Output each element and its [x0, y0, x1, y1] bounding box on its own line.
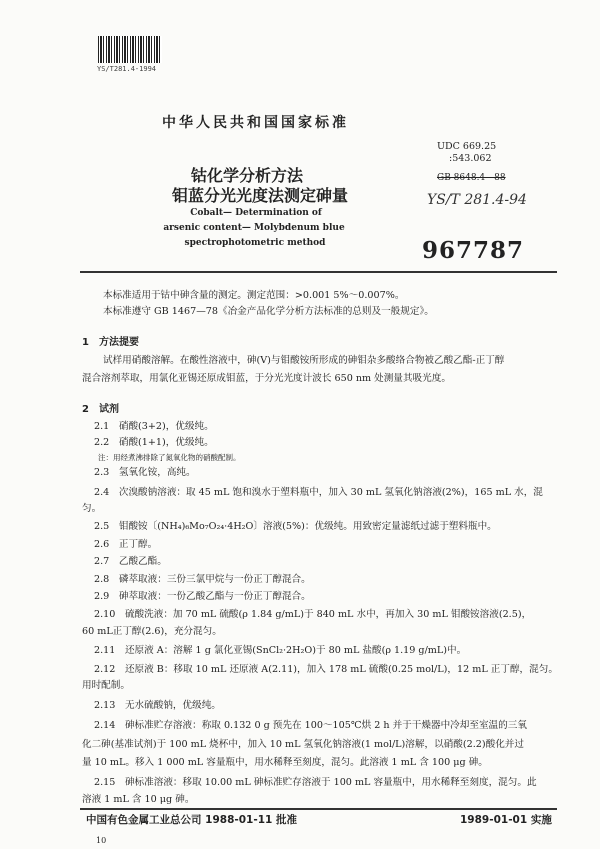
body-line: 2.14 砷标准贮存溶液：称取 0.132 0 g 预先在 100～105℃烘 2 h 并于干燥器中冷却至室温的三氧 — [94, 720, 527, 731]
body-line: 混合溶剂萃取，用氯化亚锡还原成钼蓝，于分光光度计波长 650 nm 处测量其吸光度。 — [82, 373, 451, 384]
effective-date: 1989-01-01 实施 — [460, 814, 552, 826]
body-line: 试样用硝酸溶解。在酸性溶液中，砷(Ⅴ)与钼酸铵所形成的砷钼杂多酸络合物被乙酸乙酯-正丁醇 — [103, 355, 505, 366]
body-line: 溶液 1 mL 含 10 μg 砷。 — [82, 794, 195, 805]
section-heading: 2 试剂 — [82, 404, 119, 415]
body-line: 2.1 硝酸(3+2)，优级纯。 — [94, 421, 214, 432]
body-line: 2.15 砷标准溶液：移取 10.00 mL 砷标准贮存溶液于 100 mL 容量瓶中，用水稀释至刻度，混匀。此 — [94, 777, 537, 788]
udc-code — [437, 141, 496, 165]
body-line: 2.5 钼酸铵〔(NH₄)₆Mo₇O₂₄·4H₂O〕溶液(5%)：优级纯。用致密定量滤纸过滤于塑料瓶中。 — [94, 521, 497, 532]
body-line: 2.4 次溴酸钠溶液：取 45 mL 饱和溴水于塑料瓶中，加入 30 mL 氢氧化钠溶液(2%)，165 mL 水，混 — [94, 487, 543, 498]
body-line: 2.7 乙酸乙酯。 — [94, 556, 167, 567]
body-line: 2.8 磷萃取液：三份三氯甲烷与一份正丁醇混合。 — [94, 574, 311, 585]
body-line: 60 mL正丁醇(2.6)，充分混匀。 — [82, 626, 222, 637]
body-line: 2.11 还原液 A：溶解 1 g 氯化亚锡(SnCl₂·2H₂O)于 80 mL 盐酸(ρ 1.19 g/mL)中。 — [94, 645, 467, 656]
serial-number: 967787 — [422, 237, 525, 264]
body-line: 2.13 无水硫酸钠，优级纯。 — [94, 700, 221, 711]
body-line: 2.10 硫酸洗液：加 70 mL 硫酸(ρ 1.84 g/mL)于 840 mL 水中，再加入 30 mL 钼酸铵溶液(2.5)， — [94, 609, 532, 620]
old-standard-code: GB 8648.4—88 — [437, 173, 506, 183]
footer-divider — [80, 808, 557, 810]
page-number: 10 — [96, 836, 107, 845]
title-cn-1: 钴化学分析方法 — [191, 166, 304, 185]
header-divider — [80, 271, 557, 273]
note-line: 注：用经煮沸排除了氮氧化物的硝酸配制。 — [98, 453, 241, 462]
title-en-1: Cobalt— Determination of — [190, 208, 322, 218]
approval-date: 中国有色金属工业总公司 1988-01-11 批准 — [86, 814, 297, 826]
title-en-2: arsenic content— Molybdenum blue — [163, 223, 345, 233]
body-line: 2.12 还原液 B：移取 10 mL 还原液 A(2.11)，加入 178 mL 硫酸(0.25 mol/L)，12 mL 正丁醇，混匀。 — [94, 664, 558, 675]
barcode — [98, 36, 162, 63]
body-line: 量 10 mL。移入 1 000 mL 容量瓶中，用水稀释至刻度，混匀。此溶液 1 mL 含 100 μg 砷。 — [82, 757, 488, 768]
title-en-3: spectrophotometric method — [184, 238, 326, 248]
body-line: 2.9 砷萃取液：一份乙酸乙酯与一份正丁醇混合。 — [94, 591, 311, 602]
udc-line-2: :543.062 — [449, 153, 492, 164]
body-line: 2.3 氢氧化铵，高纯。 — [94, 467, 196, 478]
intro-line: 本标准遵守 GB 1467—78《冶金产品化学分析方法标准的总则及一般规定》。 — [103, 306, 434, 317]
body-line: 用时配制。 — [82, 680, 130, 691]
section-heading: 1 方法提要 — [82, 337, 139, 348]
intro-line: 本标准适用于钴中砷含量的测定。测定范围：>0.001 5%～0.007%。 — [103, 290, 405, 301]
body-line: 2.2 硝酸(1+1)，优级纯。 — [94, 437, 214, 448]
handwritten-code: YS/T 281.4-94 — [427, 192, 527, 208]
udc-line-1: UDC 669.25 — [437, 141, 497, 152]
body-line: 化二砷(基准试剂)于 100 mL 烧杯中，加入 10 mL 氢氧化钠溶液(1 mol/L)溶解，以硝酸(2.2)酸化并过 — [82, 739, 524, 750]
title-cn-2: 钼蓝分光光度法测定砷量 — [172, 186, 349, 205]
body-line: 2.6 正丁醇。 — [94, 539, 158, 550]
body-line: 匀。 — [82, 503, 102, 514]
national-standard-heading: 中华人民共和国国家标准 — [162, 115, 349, 131]
barcode-text: YS/T281.4-1994 — [97, 65, 157, 73]
